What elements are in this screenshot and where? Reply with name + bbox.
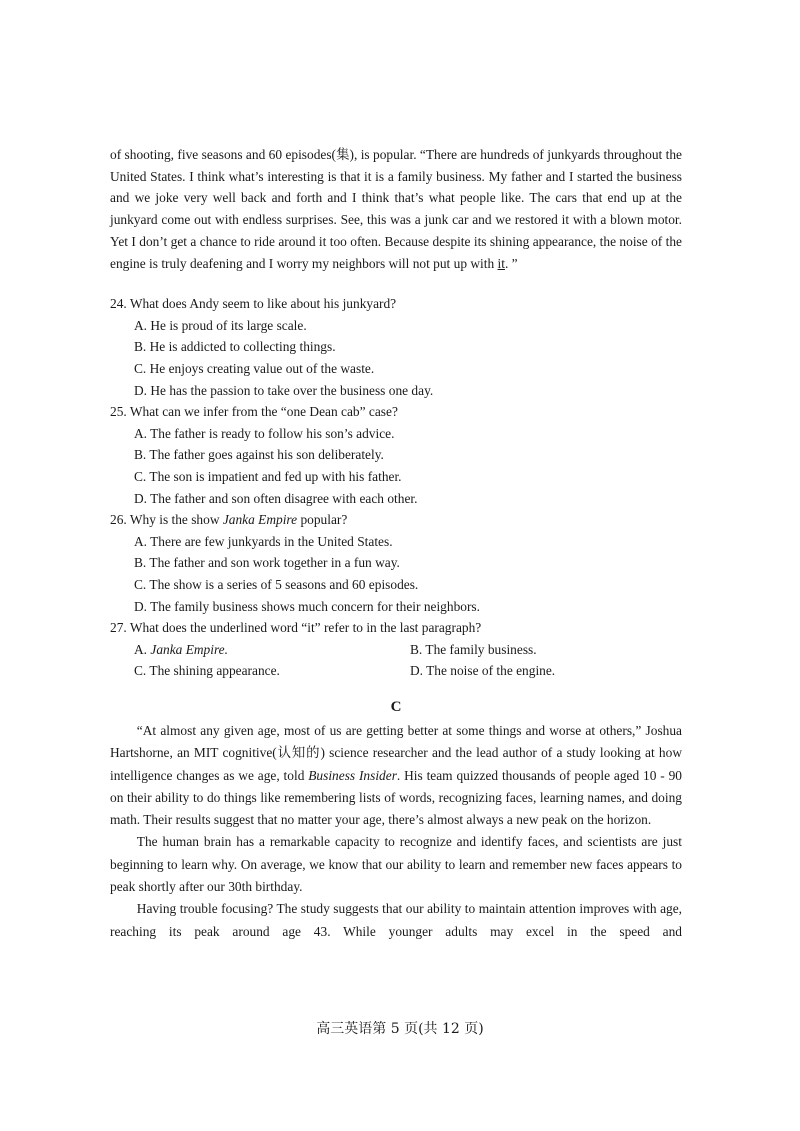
option-d[interactable]: D. The father and son often disagree with each other.	[134, 490, 418, 506]
paragraph-text: “At almost any given age, most of us are getting better at some things and worse at others,” Joshua Hartshorne, an MIT cognitive(认知的) science researcher and the lead author of a study looking at how intelligence changes as we age, told	[110, 722, 682, 783]
option-b[interactable]: B. He is addicted to collecting things.	[134, 339, 336, 355]
question-text: What does the underlined word “it” refer to in the last paragraph?	[129, 620, 482, 636]
page-footer: 高三英语第 5 页(共 12 页)	[316, 1021, 484, 1037]
passage-c-paragraph-1	[110, 720, 682, 831]
underlined-word-it: it	[497, 255, 505, 271]
question-list	[110, 293, 682, 682]
option-c[interactable]: C. The show is a series of 5 seasons and 60 episodes.	[134, 576, 419, 592]
paragraph-text-end: . ”	[504, 255, 518, 271]
passage-c-paragraph-3: Having trouble focusing? The study suggests that our ability to maintain attention improves with age, reaching its peak around age 43. While younger adults may excel in the speed and	[110, 901, 682, 939]
option-d[interactable]: D. The noise of the engine.	[410, 663, 556, 679]
option-a[interactable]: A. The father is ready to follow his son’s advice.	[134, 425, 395, 441]
exam-page	[110, 144, 682, 943]
question-stem	[110, 293, 682, 315]
option-b[interactable]: B. The family business.	[410, 641, 537, 657]
question-stem	[110, 401, 682, 423]
option-c[interactable]: C. The son is impatient and fed up with his father.	[134, 468, 402, 484]
question-text: Why is the show	[129, 512, 223, 528]
paragraph-text-end: . His team quizzed thousands of people aged 10 - 90 on their ability to do things like remembering lists of words, recognizing faces, learning names, and doing math. Their results suggest that no matter your age, there’s almost always a new peak on the horizon.	[110, 767, 682, 828]
option-c[interactable]: C. The shining appearance.	[134, 663, 280, 679]
option-c[interactable]: C. He enjoys creating value out of the waste.	[134, 361, 375, 376]
option-b[interactable]: B. The father and son work together in a fun way.	[134, 555, 400, 571]
question-number: 25.	[110, 404, 127, 420]
question-26	[110, 509, 682, 617]
option-grid	[110, 639, 682, 682]
question-stem	[110, 617, 682, 639]
option-a[interactable]: A. There are few junkyards in the United States.	[134, 533, 393, 549]
option-d[interactable]: D. He has the passion to take over the business one day.	[134, 382, 434, 398]
question-number: 26.	[110, 512, 127, 528]
paragraph-text: of shooting, five seasons and 60 episodes(集), is popular. “There are hundreds of junkyards throughout the United States. I think what’s interesting is that it is a family business. My father and I started the business and we joke very well back and forth and I think that’s what people like. The cars that end up at the junkyard come out with endless surprises. See, this was a junk car and we restored it with a blown motor. Yet I don’t get a chance to ride around it too often. Because despite its shining appearance, the noise of the engine is truly deafening and I worry my neighbors will not put up with	[110, 147, 682, 271]
passage-c	[110, 720, 682, 943]
option-b[interactable]: B. The father goes against his son deliberately.	[134, 447, 384, 463]
option-label: A.	[134, 641, 151, 657]
question-number: 24.	[110, 296, 127, 312]
question-24	[110, 293, 682, 401]
show-title: Janka Empire	[222, 512, 298, 528]
option-d[interactable]: D. The family business shows much concern for their neighbors.	[134, 598, 480, 614]
question-25	[110, 401, 682, 509]
question-stem	[110, 509, 682, 531]
option-text: Janka Empire.	[150, 641, 228, 657]
question-27	[110, 617, 682, 682]
passage-c-paragraph-2: The human brain has a remarkable capacity to recognize and identify faces, and scientists are just beginning to learn why. On average, we know that our ability to learn and remember new faces appears to peak shortly after our 30th birthday.	[110, 834, 682, 894]
passage-b-final-paragraph	[110, 144, 682, 274]
option-a[interactable]: A. He is proud of its large scale.	[134, 317, 307, 333]
publication-name: Business Insider	[308, 767, 397, 783]
question-number: 27.	[110, 620, 127, 636]
section-c-heading: C	[390, 698, 402, 715]
question-text: What does Andy seem to like about his junkyard?	[129, 296, 397, 312]
question-text-end: popular?	[297, 512, 348, 528]
question-text: What can we infer from the “one Dean cab” case?	[129, 404, 398, 420]
option-a[interactable]	[134, 639, 410, 661]
